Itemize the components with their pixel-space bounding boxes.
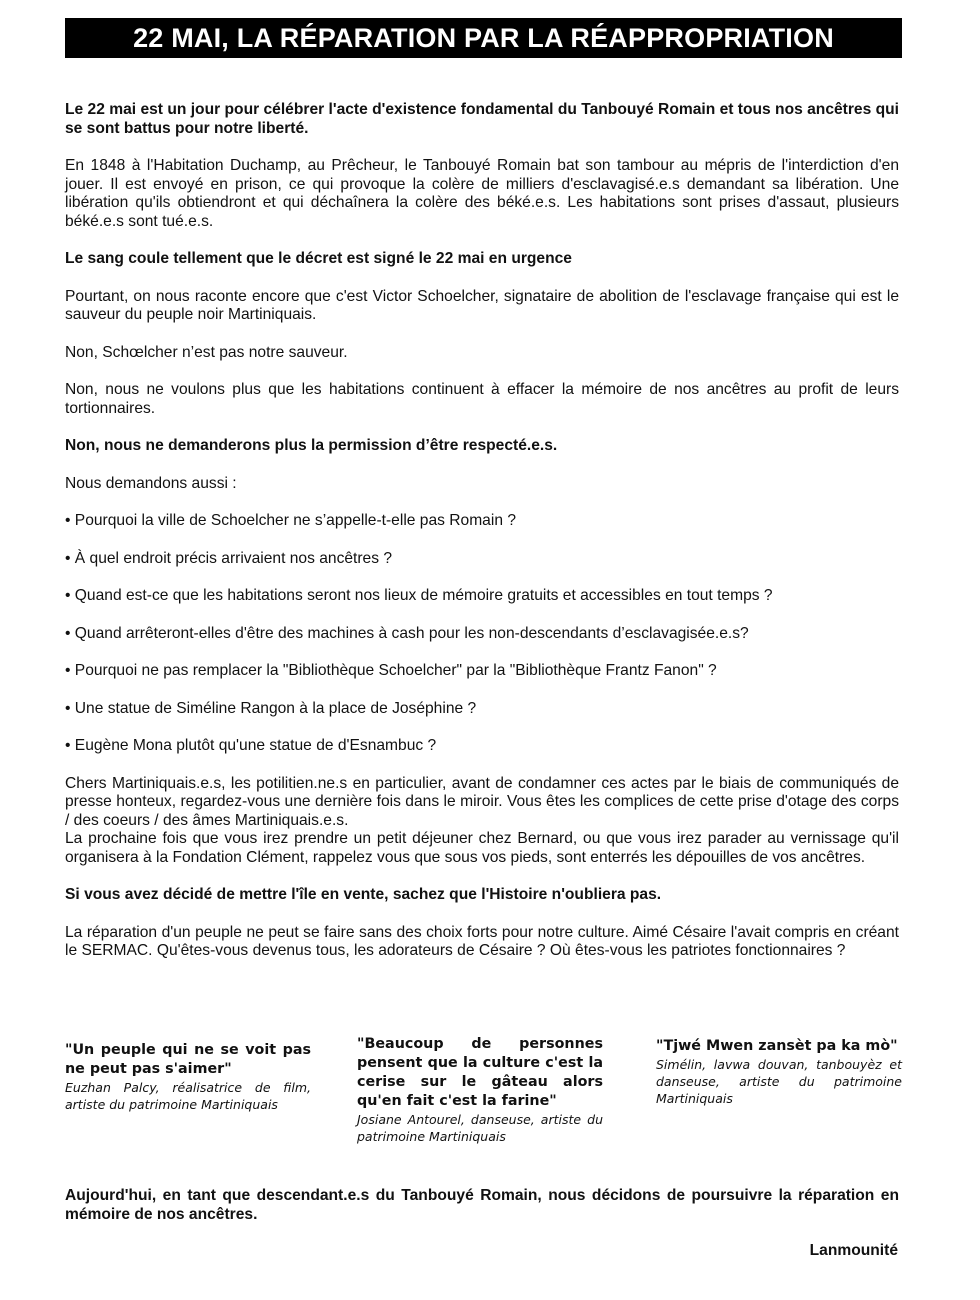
list-item: • Quand arrêteront-elles d'être des machines à cash pour les non-descendants d’esclavagisée.e.s? (65, 624, 749, 642)
quotes-row (65, 1035, 902, 1165)
reparation-paragraph: La réparation d'un peuple ne peut se faire sans des choix forts pour notre culture. Aimé Césaire l'avait compris en créant le SERMAC. Qu'êtes-vous devenus tous, les adorateurs de Césaire ? Où êtes-vous les patriotes fonctionnaires ? (65, 923, 899, 959)
quote-simelin (656, 1037, 902, 1107)
non-statement-3: Non, nous ne demanderons plus la permission d’être respecté.e.s. (65, 437, 558, 454)
quote-author: Euzhan Palcy, réalisatrice de film, artiste du patrimoine Martiniquais (65, 1080, 311, 1112)
quote-text: "Tjwé Mwen zansèt pa ka mò" (656, 1038, 898, 1054)
schoelcher-paragraph: Pourtant, on nous raconte encore que c'est Victor Schoelcher, signataire de abolition de l'esclavage française qui est le sauveur du peuple noir Martiniquais. (65, 287, 899, 323)
intro-paragraph: Le 22 mai est un jour pour célébrer l'acte d'existence fondamental du Tanbouyé Romain et tous nos ancêtres qui se sont battus pour notre liberté. (65, 101, 899, 137)
demands-list (65, 512, 899, 756)
list-item: • Une statue de Siméline Rangon à la place de Joséphine ? (65, 699, 477, 717)
list-item: • Pourquoi ne pas remplacer la "Bibliothèque Schoelcher" par la "Bibliothèque Frantz Fanon" ? (65, 662, 717, 679)
closing-paragraph: Aujourd'hui, en tant que descendant.e.s du Tanbouyé Romain, nous décidons de poursuivre la réparation en mémoire de nos ancêtres. (65, 1187, 899, 1223)
list-item: • Quand est-ce que les habitations seront nos lieux de mémoire gratuits et accessibles en tout temps ? (65, 587, 773, 604)
bernard-paragraph: La prochaine fois que vous irez prendre un petit déjeuner chez Bernard, ou que vous irez parader au vernissage qu'il organisera à la Fondation Clément, rappelez vous que sous vos pieds, sont enterrés les dépouilles de vos ancêtres. (65, 830, 899, 866)
history-paragraph: En 1848 à l'Habitation Duchamp, au Prêcheur, le Tanbouyé Romain bat son tambour au mépris de l'interdiction d'en jouer. Il est envoyé en prison, ce qui provoque la colère de milliers d'esclavagisé.e.s demandant sa libération. Une libération qu'ils obtiendront et qui déchaînera la colère des béké.e.s. Les habitations sont prises d'assaut, plusieurs béké.e.s sont tué.e.s. (65, 157, 899, 230)
politicians-paragraph: Chers Martiniquais.e.s, les potilitien.ne.s en particulier, avant de condamner ces actes par le biais de communiqués de presse honteux, regardez-vous une dernière fois dans le miroir. Vous êtes les complices de cette prise d'otage des corps / des coeurs / des âmes Martiniquais.e.s. (65, 774, 899, 829)
list-item: • Eugène Mona plutôt qu'une statue de d'Esnambuc ? (65, 737, 437, 754)
decree-statement: Le sang coule tellement que le décret est signé le 22 mai en urgence (65, 250, 572, 267)
quote-text: "Beaucoup de personnes pensent que la culture c'est la cerise sur le gâteau alors qu'en fait c'est la farine" (357, 1036, 603, 1109)
non-statement-1: Non, Schœlcher n’est pas notre sauveur. (65, 343, 348, 361)
signature: Lanmounité (809, 1242, 898, 1259)
list-item: • À quel endroit précis arrivaient nos ancêtres ? (65, 549, 393, 567)
non-statement-2: Non, nous ne voulons plus que les habitations continuent à effacer la mémoire de nos ancêtres au profit de leurs tortionnaires. (65, 381, 899, 417)
quote-palcy (65, 1041, 311, 1113)
article-body (65, 101, 899, 980)
list-item: • Pourquoi la ville de Schoelcher ne s’appelle-t-elle pas Romain ? (65, 512, 517, 529)
quote-antourel (357, 1035, 603, 1145)
demands-intro: Nous demandons aussi : (65, 474, 237, 492)
quote-text: "Un peuple qui ne se voit pas ne peut pas s'aimer" (65, 1042, 311, 1077)
sale-warning: Si vous avez décidé de mettre l'île en vente, sachez que l'Histoire n'oubliera pas. (65, 886, 662, 903)
quote-author: Simélin, lavwa douvan, tanbouyèz et danseuse, artiste du patrimoine Martiniquais (656, 1057, 902, 1106)
quote-author: Josiane Antourel, danseuse, artiste du patrimoine Martiniquais (357, 1112, 603, 1144)
page-title: 22 MAI, LA RÉPARATION PAR LA RÉAPPROPRIATION (65, 18, 902, 58)
